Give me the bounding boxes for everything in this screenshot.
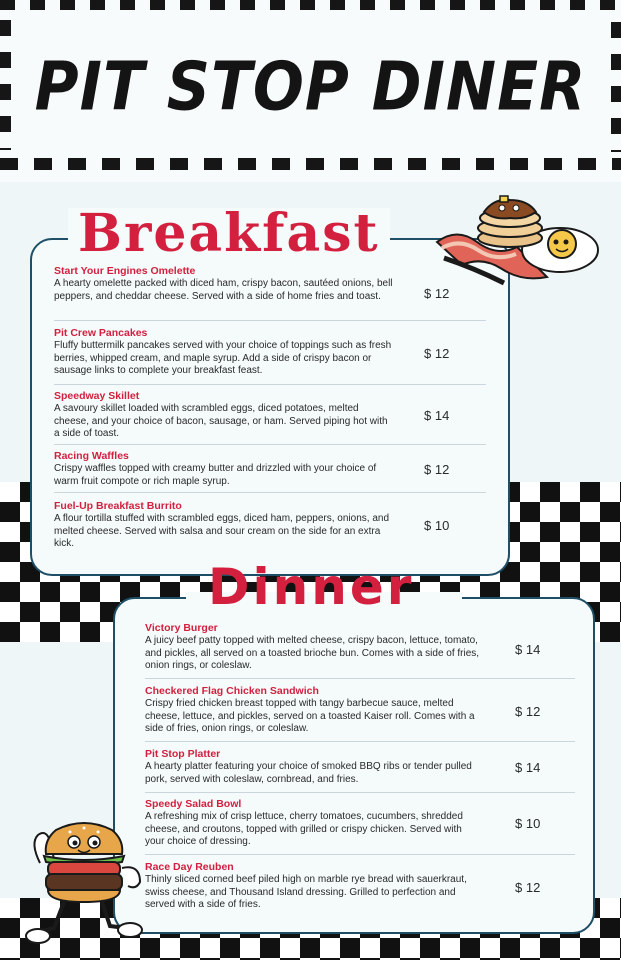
dashed-border-top — [0, 0, 621, 10]
menu-item-price: $ 12 — [515, 880, 541, 895]
menu-item — [54, 265, 394, 303]
menu-item-price: $ 10 — [515, 816, 541, 831]
menu-item — [145, 622, 480, 673]
menu-item — [54, 390, 394, 441]
page-title: PIT STOP DINER — [34, 47, 587, 127]
menu-item — [145, 798, 480, 849]
menu-item — [145, 685, 480, 736]
menu-item-price: $ 14 — [515, 642, 541, 657]
menu-item — [54, 450, 394, 488]
menu-item — [54, 327, 394, 378]
menu-item-description: A hearty platter featuring your choice of smoked BBQ ribs or tender pulled pork, served with coleslaw, cornbread, and fries. — [145, 761, 472, 785]
dashed-border-bottom — [0, 158, 621, 170]
menu-item-price: $ 12 — [515, 704, 541, 719]
breakfast-illustration — [432, 180, 602, 290]
header — [0, 0, 621, 182]
menu-item — [145, 861, 480, 912]
divider — [145, 741, 575, 742]
menu-item-name: Race Day Reuben — [145, 861, 234, 873]
menu-item — [145, 748, 480, 786]
divider — [145, 678, 575, 679]
menu-item-description: Crispy waffles topped with creamy butter and drizzled with your choice of warm fruit compote or rich maple syrup. — [54, 463, 377, 487]
divider — [54, 384, 486, 385]
menu-item-price: $ 14 — [515, 760, 541, 775]
menu-item-name: Pit Stop Platter — [145, 748, 221, 760]
divider — [54, 320, 486, 321]
divider — [145, 854, 575, 855]
menu-item-name: Speedway Skillet — [54, 390, 140, 402]
menu-item-description: Thinly sliced corned beef piled high on marble rye bread with sauerkraut, swiss cheese, and Thousand Island dressing. Grilled to perfection and served with a side of fries. — [145, 874, 467, 910]
menu-item-name: Checkered Flag Chicken Sandwich — [145, 685, 319, 697]
menu-item-description: Crispy fried chicken breast topped with tangy barbecue sauce, melted cheese, lettuce, and pickles, served on a toasted Kaiser roll. Comes with a side of fries, onion rings, or coleslaw. — [145, 698, 475, 734]
menu-item-description: A flour tortilla stuffed with scrambled eggs, diced ham, peppers, onions, and melted cheese. Served with salsa and sour cream on the side for an extra kick. — [54, 513, 390, 549]
menu-item-price: $ 10 — [424, 518, 450, 533]
menu-item-price: $ 14 — [424, 408, 450, 423]
menu-item-price: $ 12 — [424, 462, 450, 477]
divider — [54, 492, 486, 493]
menu-item-description: A savoury skillet loaded with scrambled eggs, diced potatoes, melted cheese, and your choice of bacon, sausage, or ham. Served piping hot with a side of toast. — [54, 403, 388, 439]
menu-item-name: Start Your Engines Omelette — [54, 265, 196, 277]
divider — [54, 444, 486, 445]
menu-item-description: A hearty omelette packed with diced ham, crispy bacon, sautéed onions, bell peppers, and cheddar cheese. Served with a side of home fries and toast. — [54, 278, 393, 302]
menu-item-name: Speedy Salad Bowl — [145, 798, 242, 810]
menu-item-description: A refreshing mix of crisp lettuce, cherry tomatoes, cucumbers, shredded cheese, and croutons, topped with grilled or crispy chicken. Served with your choice of dressing. — [145, 811, 463, 847]
dinner-heading: Dinner — [208, 558, 415, 616]
menu-item-price: $ 12 — [424, 286, 450, 301]
menu-item — [54, 500, 394, 551]
menu-item-description: Fluffy buttermilk pancakes served with your choice of toppings such as fresh berries, whipped cream, and maple syrup. Add a side of crispy bacon or sausage links to complete your breakfast feast. — [54, 340, 392, 376]
menu-item-name: Racing Waffles — [54, 450, 129, 462]
burger-mascot-illustration — [18, 818, 148, 953]
divider — [145, 792, 575, 793]
menu-item-name: Pit Crew Pancakes — [54, 327, 148, 339]
menu-item-price: $ 12 — [424, 346, 450, 361]
menu-item-name: Fuel-Up Breakfast Burrito — [54, 500, 182, 512]
breakfast-heading: Breakfast — [68, 208, 390, 260]
menu-item-name: Victory Burger — [145, 622, 218, 634]
menu-item-description: A juicy beef patty topped with melted cheese, crispy bacon, lettuce, tomato, and pickles, all served on a toasted brioche bun. Comes with a side of fries, onion rings, or coleslaw. — [145, 635, 480, 671]
